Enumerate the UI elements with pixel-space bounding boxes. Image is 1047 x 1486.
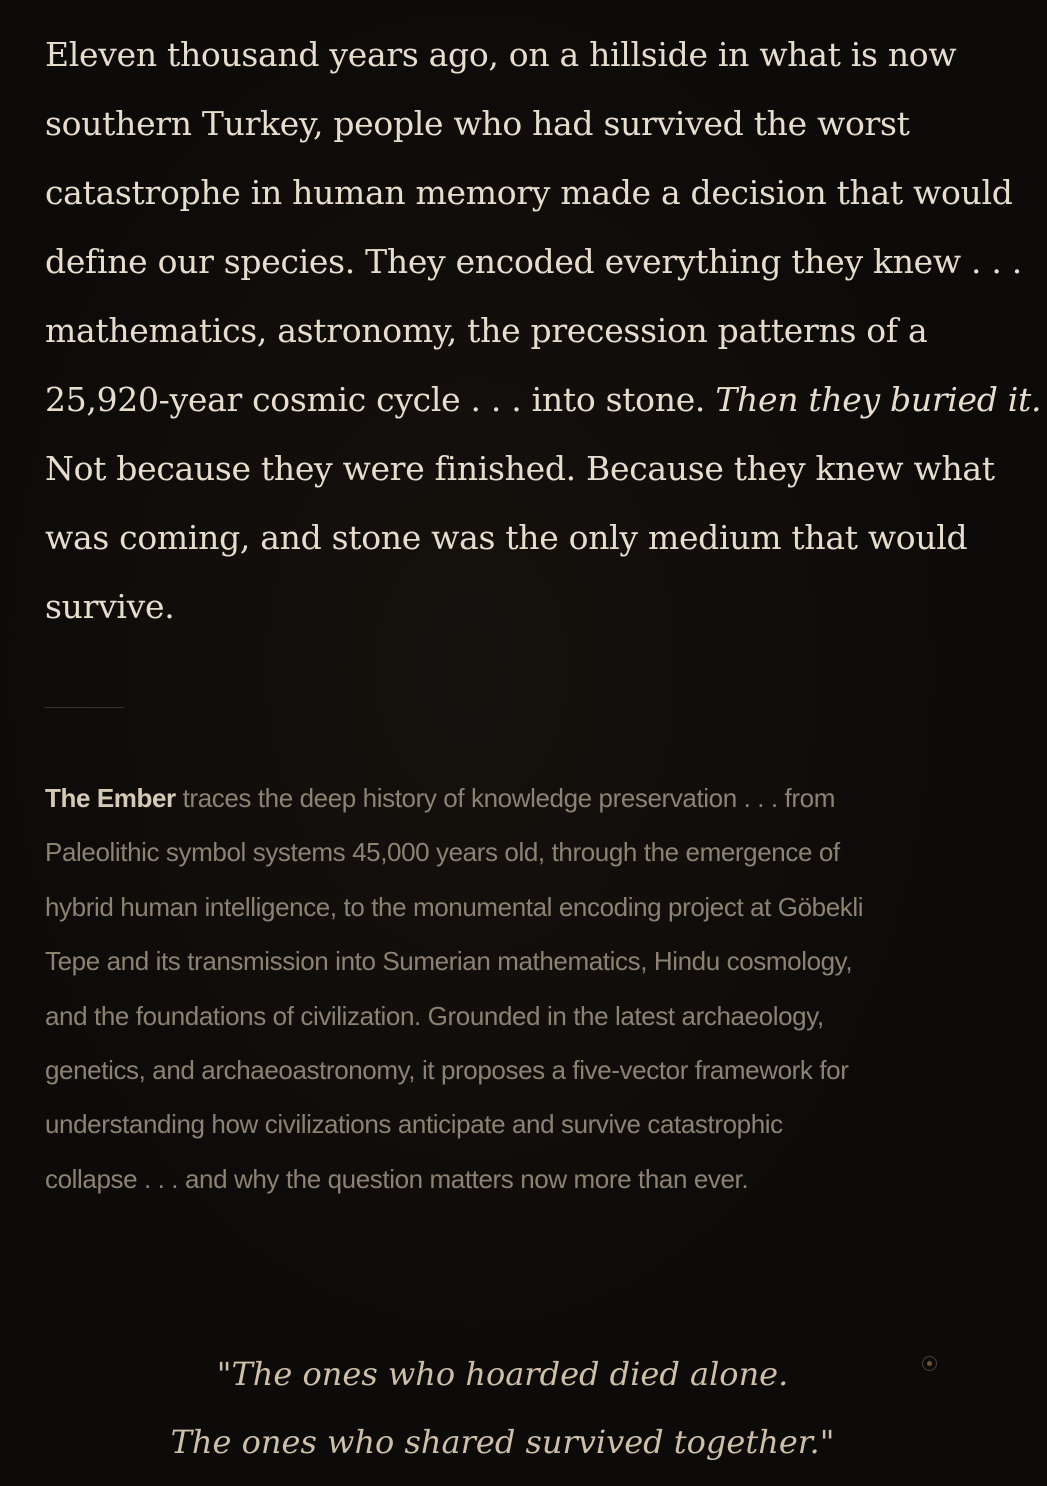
description-line: genetics, and archaeoastronomy, it proposes a five-vector framework for <box>45 1055 849 1086</box>
intro-paragraph <box>45 20 1042 641</box>
quote-line: The ones who shared survived together." <box>170 1423 835 1461</box>
intro-line: define our species. They encoded everything they knew . . . <box>45 242 1022 281</box>
description-line: understanding how civilizations anticipate and survive catastrophic <box>45 1109 783 1140</box>
description-line <box>45 771 965 825</box>
intro-line: mathematics, astronomy, the precession patterns of a <box>45 311 928 350</box>
book-title: The Ember <box>45 783 176 813</box>
ember-dot-icon[interactable] <box>922 1356 937 1371</box>
description-line: Tepe and its transmission into Sumerian mathematics, Hindu cosmology, <box>45 946 853 977</box>
intro-line: catastrophe in human memory made a decision that would <box>45 173 1013 212</box>
intro-line: Eleven thousand years ago, on a hillside in what is now <box>45 35 957 74</box>
description-line: hybrid human intelligence, to the monumental encoding project at Göbekli <box>45 891 864 922</box>
quote-line: "The ones who hoarded died alone. <box>216 1355 789 1393</box>
description-line: and the foundations of civilization. Grounded in the latest archaeology, <box>45 1000 824 1031</box>
description-line: collapse . . . and why the question matters now more than ever. <box>45 1163 749 1194</box>
book-description <box>45 771 965 1206</box>
intro-line-text: 25,920-year cosmic cycle . . . into stone. <box>45 380 706 419</box>
description-text: traces the deep history of knowledge preservation . . . from <box>182 783 835 813</box>
intro-line: Not because they were finished. Because they knew what <box>45 449 995 488</box>
intro-line <box>45 365 1042 434</box>
intro-line: southern Turkey, people who had survived the worst <box>45 104 910 143</box>
pull-quote <box>0 1340 1005 1476</box>
intro-line: survive. <box>45 587 175 626</box>
intro-line: was coming, and stone was the only medium that would <box>45 518 968 557</box>
section-divider <box>44 707 124 708</box>
description-line: Paleolithic symbol systems 45,000 years old, through the emergence of <box>45 837 840 868</box>
intro-emphasis: Then they buried it. <box>715 380 1042 419</box>
